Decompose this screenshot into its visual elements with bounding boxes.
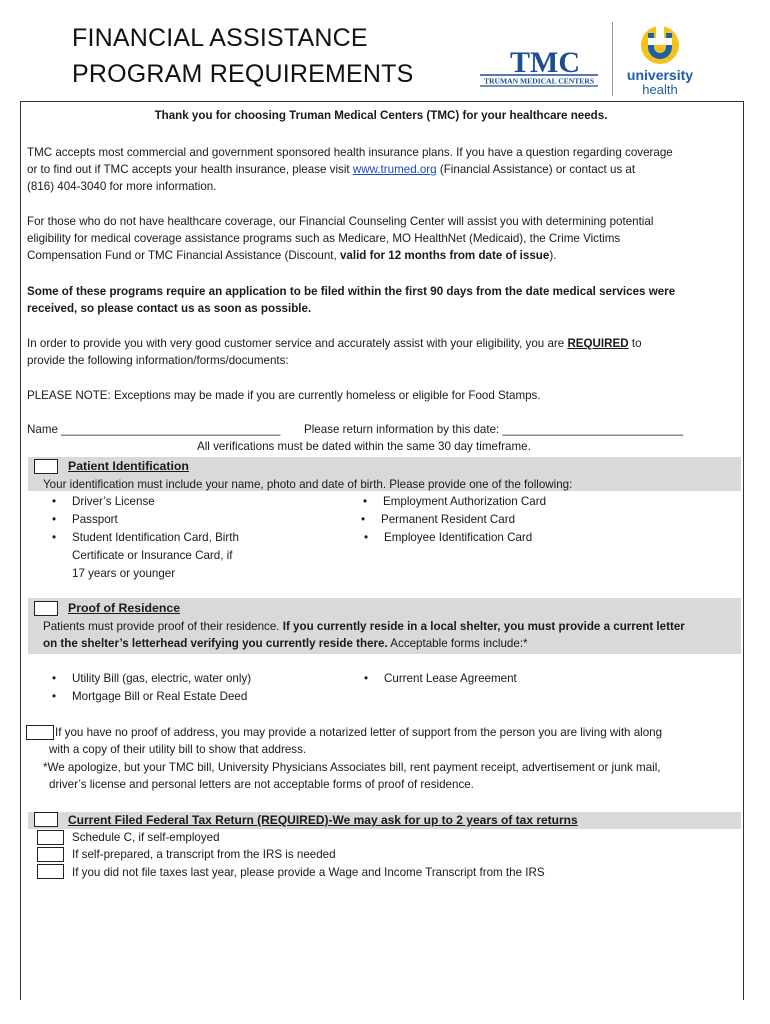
mortgage-bill: Mortgage Bill or Real Estate Deed [72,690,248,703]
para3-line1: Some of these programs require an application to be filed within the first 90 days from the date medical services were [27,285,676,298]
para1-line2 [27,161,635,179]
no-proof-line1: If you have no proof of address, you may provide a notarized letter of support from the person you are living with along [55,726,663,739]
required-label: REQUIRED [567,337,629,350]
para1-text: or to find out if TMC accepts your health insurance, please visit [27,163,353,176]
tax-title-note: -We may ask for up to 2 years of tax returns [328,813,578,827]
para1-line3: (816) 404-3040 for more information. [27,180,217,193]
tax-option-2: If self-prepared, a transcript from the IRS is needed [72,848,336,861]
apology-line1: *We apologize, but your TMC bill, University Physicians Associates bill, rent payment receipt, advertisement or junk mail, [43,761,661,774]
verification-note: All verifications must be dated within the same 30 day timeframe. [197,440,531,453]
para4-line1 [27,335,642,353]
list-item: • Current Lease Agreement [364,672,517,685]
name-field[interactable]: Name __________________________________ [27,423,281,436]
para4-text: In order to provide you with very good customer service and accurately assist with your eligibility, you are [27,337,568,350]
patient-id-desc: Your identification must include your name, photo and date of birth. Please provide one of the following: [43,478,573,491]
list-item: • Passport [52,513,118,526]
id-drivers-license: Driver’s License [72,495,155,508]
list-item: • Permanent Resident Card [361,513,516,526]
residence-desc-text: Patients must provide proof of their residence. [43,620,283,633]
list-item-continuation: Certificate or Insurance Card, if [72,549,233,562]
tax-title-main: Current Filed Federal Tax Return (REQUIRED) [68,813,329,827]
list-item: • Mortgage Bill or Real Estate Deed [52,690,248,703]
tax-checkbox[interactable] [34,812,58,827]
para2-text: Compensation Fund or TMC Financial Assistance (Discount, [27,249,340,262]
apology-line2: driver’s license and personal letters are not acceptable forms of proof of residence. [49,778,474,791]
tmc-logo-mark [480,44,598,94]
uh-line-1: university [626,67,694,83]
please-note: PLEASE NOTE: Exceptions may be made if you are currently homeless or eligible for Food Stamps. [27,389,541,402]
list-item: • Student Identification Card, Birth [52,531,239,544]
id-student-card: Student Identification Card, Birth [72,531,239,544]
patient-id-checkbox[interactable] [34,459,58,474]
id-passport: Passport [72,513,118,526]
tax-option-3: If you did not file taxes last year, please provide a Wage and Income Transcript from the IRS [72,866,545,879]
tmc-logo [480,44,598,94]
lease-agreement: Current Lease Agreement [384,672,517,685]
trumed-link[interactable]: www.trumed.org [352,163,437,176]
residence-title: Proof of Residence [68,601,181,615]
tmc-name: TRUMAN MEDICAL CENTERS [483,76,595,86]
patient-id-title: Patient Identification [68,459,189,473]
intro-thanks: Thank you for choosing Truman Medical Centers (TMC) for your healthcare needs. [154,109,608,122]
tmc-letters: TMC [510,46,580,79]
para3-line2: received, so please contact us as soon as possible. [27,302,312,315]
para1-text-after-link: (Financial Assistance) or contact us at [436,163,636,176]
residence-desc-line2 [43,635,528,653]
irs-transcript-checkbox[interactable] [37,847,64,862]
uh-logo-mark [620,24,700,98]
schedule-c-checkbox[interactable] [37,830,64,845]
para1-line1: TMC accepts most commercial and government sponsored health insurance plans. If you have a question regarding coverage [27,146,673,159]
tax-option-1: Schedule C, if self-employed [72,831,220,844]
title-line-1: FINANCIAL ASSISTANCE [72,24,368,52]
list-item: • Utility Bill (gas, electric, water only) [52,672,252,685]
para2-close: ). [549,249,557,262]
id-employment-auth: Employment Authorization Card [383,495,547,508]
uh-line-2: health [642,82,678,97]
list-item: • Driver’s License [52,495,155,508]
logo-divider [612,22,613,96]
university-health-logo [620,24,700,98]
residence-checkbox[interactable] [34,601,58,616]
validity-note: valid for 12 months from date of issue [339,249,550,262]
utility-bill: Utility Bill (gas, electric, water only) [72,672,252,685]
no-proof-checkbox[interactable] [26,725,54,740]
acceptable-forms: Acceptable forms include:* [387,637,528,650]
wage-transcript-checkbox[interactable] [37,864,64,879]
id-employee-card: Employee Identification Card [384,531,533,544]
list-item: • Employee Identification Card [364,531,533,544]
id-permanent-resident: Permanent Resident Card [381,513,516,526]
para2-line2: eligibility for medical coverage assistance programs such as Medicare, MO HealthNet (Medicaid), the Crime Victims [27,232,621,245]
tax-title [68,813,578,827]
para2-line3 [27,247,556,265]
return-date-field[interactable]: Please return information by this date: ____________________________ [304,423,684,436]
page-title [72,20,414,92]
list-item: • Employment Authorization Card [363,495,547,508]
residence-desc-line1 [43,618,685,636]
para4-to: to [628,337,642,350]
para4-line2: provide the following information/forms/documents: [27,354,289,367]
shelter-letterhead: on the shelter’s letterhead verifying you currently reside there. [43,637,388,650]
para2-line1: For those who do not have healthcare coverage, our Financial Counseling Center will assist you with determining potential [27,215,654,228]
title-line-2: PROGRAM REQUIREMENTS [72,60,414,88]
shelter-requirement: If you currently reside in a local shelter, you must provide a current letter [282,620,685,633]
no-proof-line2: with a copy of their utility bill to show that address. [49,743,307,756]
list-item-continuation: 17 years or younger [72,567,176,580]
